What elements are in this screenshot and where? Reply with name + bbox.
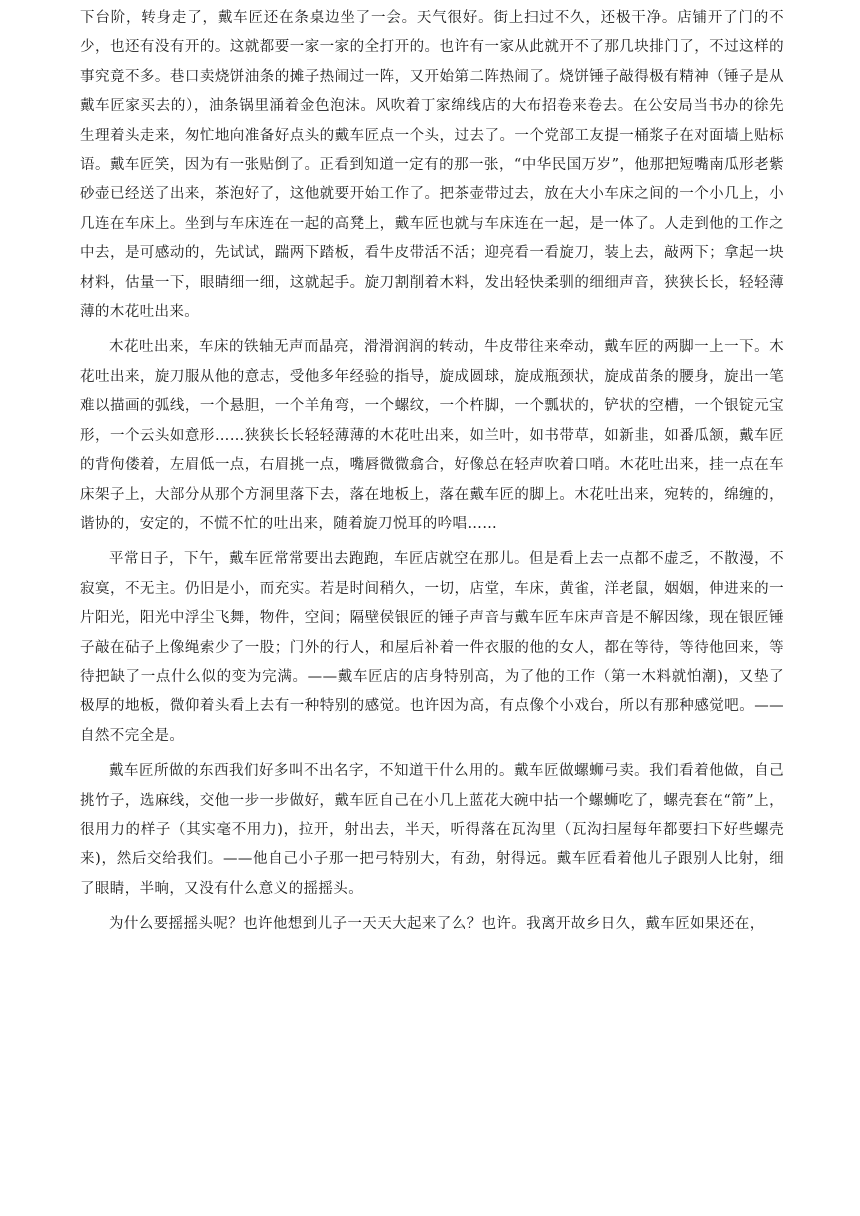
paragraph-4: 戴车匠所做的东西我们好多叫不出名字，不知道干什么用的。戴车匠做螺蛳弓卖。我们看着他做，自己挑竹子，选麻线，交他一步一步做好，戴车匠自己在小几上蓝花大碗中拈一个螺蛳吃了，螺壳套在“箭”上，很用力的样子（其实毫不用力)，拉开，射出去，半天，听得落在瓦沟里（瓦沟扫屋每年都要扫下好些螺壳来)，然后交给我们。——他自己小子那一把弓特别大，有劲，射得远。戴车匠看着他儿子跟别人比射，细了眼睛，半晌，又没有什么意义的摇摇头。 (80, 763, 784, 897)
paragraph-2: 木花吐出来，车床的铁轴无声而晶亮，滑滑润润的转动，牛皮带往来牵动，戴车匠的两脚一上一下。木花吐出来，旋刀服从他的意志，受他多年经验的指导，旋成圆球，旋成瓶颈状，旋成苗条的腰身，旋出一笔难以描画的弧线，一个悬胆，一个羊角弯，一个螺纹，一个杵脚，一个瓢状的，铲状的空槽，一个银锭元宝形，一个云头如意形……狭狭长长轻轻薄薄的木花吐出来，如兰叶，如书带草，如新韭，如番瓜颔，戴车匠的背佝偻着，左眉低一点，右眉挑一点，嘴唇微微翕合，好像总在轻声吹着口哨。木花吐出来，挂一点在车床架子上，大部分从那个方洞里落下去，落在地板上，落在戴车匠的脚上。木花吐出来，宛转的，绵缠的，谐协的，安定的，不慌不忙的吐出来，随着旋刀悦耳的吟唱…… (80, 339, 784, 532)
paragraph-3: 平常日子，下午，戴车匠常常要出去跑跑，车匠店就空在那儿。但是看上去一点都不虚乏，不散漫，不寂寞，不无主。仍旧是小，而充实。若是时间稍久，一切，店堂，车床，黄雀，洋老鼠，姻姻，伸进来的一片阳光，阳光中浮尘飞舞，物件，空间；隔壁侯银匠的锤子声音与戴车匠车床声音是不解因缘，现在银匠锤子敲在砧子上像绳索少了一股；门外的行人，和屋后补着一件衣服的他的女人，都在等待，等待他回来，等待把缺了一点什么似的变为完满。——戴车匠店的店身特别高，为了他的工作（第一木料就怕潮)，又垫了极厚的地板，微仰着头看上去有一种特别的感觉。也许因为高，有点像个小戏台，所以有那种感觉吧。——自然不完全是。 (80, 551, 784, 744)
paragraph-1: 下台阶，转身走了，戴车匠还在条桌边坐了一会。天气很好。街上扫过不久，还极干净。店铺开了门的不少，也还有没有开的。这就都要一家一家的全打开的。也许有一家从此就开不了那几块排门了，不过这样的事究竟不多。巷口卖烧饼油条的摊子热闹过一阵，又开始第二阵热闹了。烧饼锤子敲得极有精神（锤子是从戴车匠家买去的），油条锅里涌着金色泡沫。风吹着丁家绵线店的大布招卷来卷去。在公安局当书办的徐先生理着头走来，匆忙地向准备好点头的戴车匠点一个头，过去了。一个党部工友提一桶浆子在对面墙上贴标语。戴车匠笑，因为有一张贴倒了。正看到知道一定有的那一张，“中华民国万岁”，他那把短嘴南瓜形老紫砂壶已经送了出来，茶泡好了，这他就要开始工作了。把茶壶带过去，放在大小车床之间的一个小几上，小几连在车床上。坐到与车床连在一起的高凳上，戴车匠也就与车床连在一起，是一体了。人走到他的工作之中去，是可感动的，先试试，踹两下踏板，看牛皮带活不活；迎亮看一看旋刀，装上去，敲两下；拿起一块材料，估量一下，眼睛细一细，这就起手。旋刀割削着木料，发出轻快柔驯的细细声音，狭狭长长，轻轻薄薄的木花吐出来。 (80, 10, 784, 321)
paragraph-5: 为什么要摇摇头呢？也许他想到儿子一天天大起来了么？也许。我离开故乡日久，戴车匠如果还在， (109, 916, 765, 933)
document-page (80, 0, 784, 940)
